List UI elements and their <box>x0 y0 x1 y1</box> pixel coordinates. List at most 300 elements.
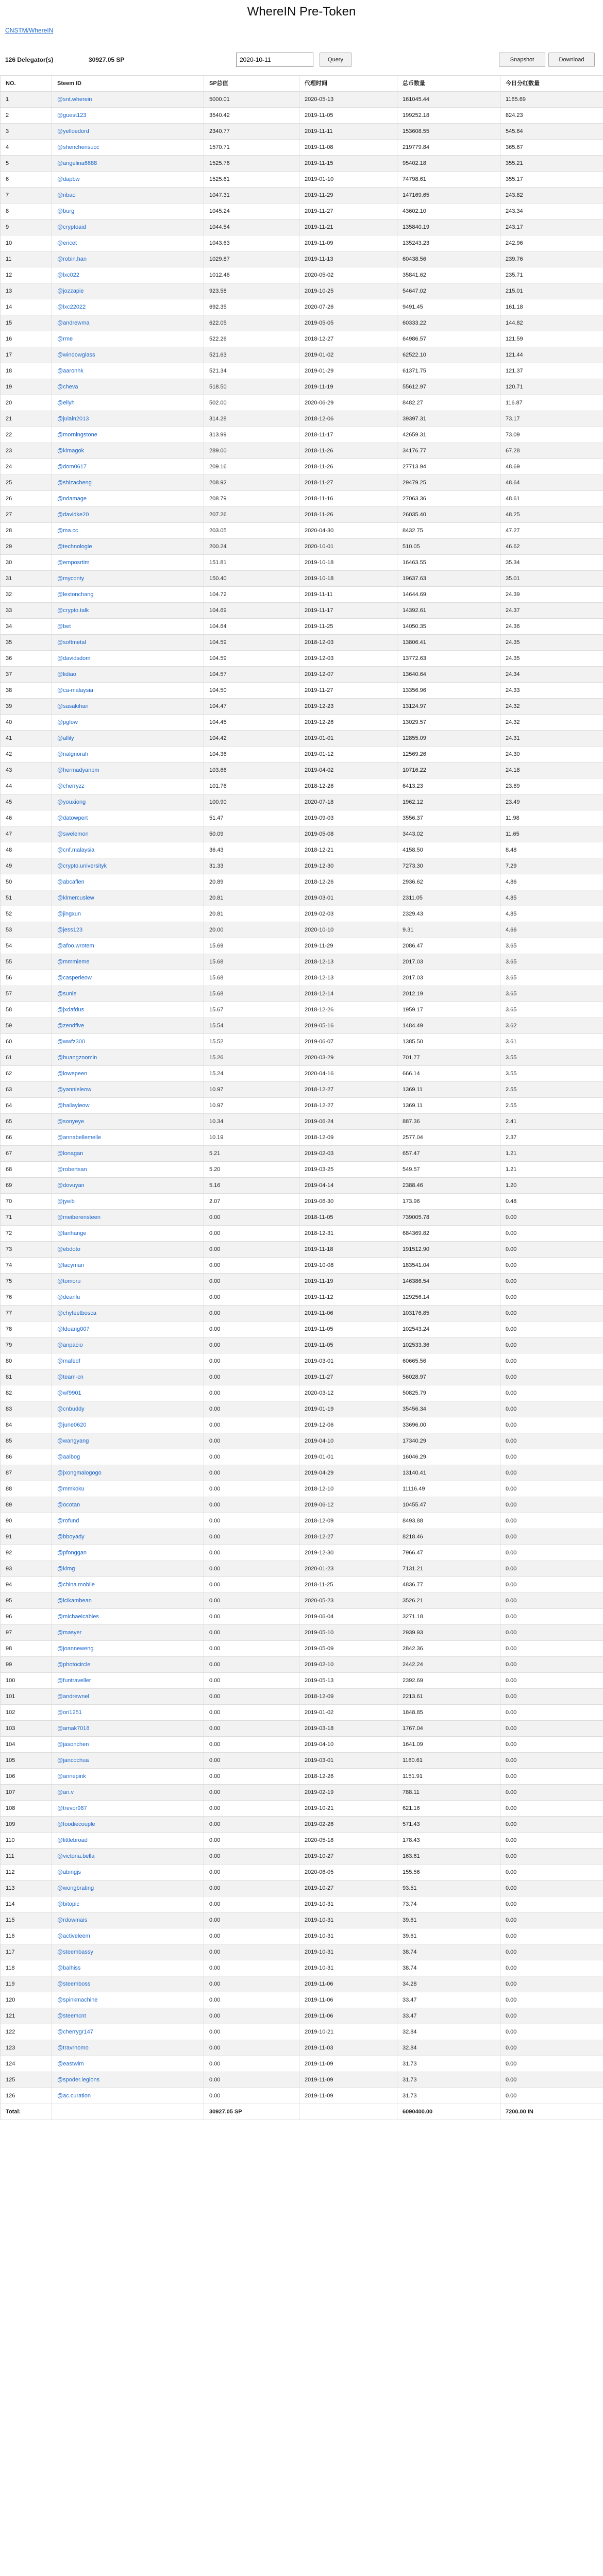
steem-id-link[interactable]: @eastwim <box>57 2061 84 2067</box>
cnstm-wherein-link[interactable]: CNSTM/WhereIN <box>5 27 54 34</box>
row-today-dividend: 215.01 <box>500 283 603 299</box>
row-total-coins: 10716.22 <box>397 762 500 778</box>
steem-id-link[interactable]: @trevor987 <box>57 1805 87 1811</box>
table-row <box>1 1066 603 1082</box>
row-steem-id <box>52 172 204 188</box>
table-row <box>1 1306 603 1321</box>
steem-id-link[interactable]: @lowepeen <box>57 1071 88 1077</box>
steem-id-link[interactable]: @ribao <box>57 192 76 198</box>
row-no: 26 <box>1 491 52 507</box>
row-no: 105 <box>1 1753 52 1769</box>
row-steem-id <box>52 699 204 715</box>
steem-id-link[interactable]: @bitopic <box>57 1901 79 1907</box>
steem-id-link[interactable]: @steemcnt <box>57 2013 86 2019</box>
row-steem-id <box>52 1401 204 1417</box>
row-no: 126 <box>1 2088 52 2104</box>
row-delegation-time: 2020-07-18 <box>299 794 397 810</box>
steem-id-link[interactable]: @crypto.talk <box>57 607 89 614</box>
row-steem-id <box>52 1114 204 1130</box>
steem-id-link[interactable]: @zendfive <box>57 1023 85 1029</box>
steem-id-link[interactable]: @ebdoto <box>57 1246 80 1252</box>
steem-id-link[interactable]: @joanneweng <box>57 1646 94 1652</box>
steem-id-link[interactable]: @masyer <box>57 1630 82 1636</box>
row-delegation-time: 2019-11-06 <box>299 1306 397 1321</box>
row-sp-total: 502.00 <box>204 395 299 411</box>
row-sp-total: 15.26 <box>204 1050 299 1066</box>
row-steem-id <box>52 938 204 954</box>
row-delegation-time: 2019-11-09 <box>299 235 397 251</box>
row-no: 41 <box>1 731 52 747</box>
steem-id-link[interactable]: @andrewma <box>57 320 90 326</box>
row-sp-total: 1045.24 <box>204 204 299 219</box>
steem-id-link[interactable]: @annabellemelle <box>57 1134 102 1141</box>
steem-id-link[interactable]: @casperleow <box>57 975 92 981</box>
row-sp-total: 200.24 <box>204 539 299 555</box>
table-row <box>1 1705 603 1721</box>
row-delegation-time: 2019-05-08 <box>299 826 397 842</box>
steem-id-link[interactable]: @huangzoomin <box>57 1055 97 1061</box>
row-today-dividend: 1.21 <box>500 1146 603 1162</box>
steem-id-link[interactable]: @mmkoku <box>57 1486 85 1492</box>
table-row <box>1 1593 603 1609</box>
steem-id-link[interactable]: @lacyman <box>57 1262 85 1268</box>
steem-id-link[interactable]: @rdowmais <box>57 1917 88 1923</box>
row-total-coins: 13806.41 <box>397 635 500 651</box>
steem-id-link[interactable]: @nalgnorah <box>57 751 89 757</box>
row-sp-total: 207.26 <box>204 507 299 523</box>
row-sp-total: 1570.71 <box>204 140 299 156</box>
steem-id-link[interactable]: @datowpert <box>57 815 88 821</box>
row-delegation-time: 2020-06-29 <box>299 395 397 411</box>
row-total-coins: 13640.64 <box>397 667 500 683</box>
steem-id-link[interactable]: @steembassy <box>57 1949 93 1955</box>
row-total-coins: 155.56 <box>397 1865 500 1880</box>
row-steem-id <box>52 507 204 523</box>
steem-id-link[interactable]: @foodiecouple <box>57 1821 95 1827</box>
steem-id-link[interactable]: @jxongmalogogo <box>57 1470 102 1476</box>
row-today-dividend: 0.00 <box>500 1833 603 1849</box>
steem-id-link[interactable]: @yelloedord <box>57 128 89 134</box>
row-steem-id <box>52 1002 204 1018</box>
steem-id-link[interactable]: @annepink <box>57 1773 86 1780</box>
row-delegation-time: 2019-11-27 <box>299 1369 397 1385</box>
steem-id-link[interactable]: @technologie <box>57 544 92 550</box>
row-total-coins: 56028.97 <box>397 1369 500 1385</box>
row-steem-id <box>52 1673 204 1689</box>
steem-id-link[interactable]: @youxiong <box>57 799 86 805</box>
row-today-dividend: 3.65 <box>500 986 603 1002</box>
row-no: 60 <box>1 1034 52 1050</box>
steem-id-link[interactable]: @jxdafdus <box>57 1007 85 1013</box>
steem-id-link[interactable]: @aaronhk <box>57 368 83 374</box>
steem-id-link[interactable]: @pglow <box>57 719 78 725</box>
row-no: 78 <box>1 1321 52 1337</box>
row-steem-id <box>52 1226 204 1242</box>
row-no: 72 <box>1 1226 52 1242</box>
row-no: 59 <box>1 1018 52 1034</box>
row-no: 14 <box>1 299 52 315</box>
steem-id-link[interactable]: @funtraveller <box>57 1677 91 1684</box>
steem-id-link[interactable]: @cherryzz <box>57 783 85 789</box>
table-row <box>1 1529 603 1545</box>
row-total-coins: 6413.23 <box>397 778 500 794</box>
row-total-coins: 93.51 <box>397 1880 500 1896</box>
steem-id-link[interactable]: @julain2013 <box>57 416 89 422</box>
steem-id-link[interactable]: @aalbog <box>57 1454 80 1460</box>
steem-id-link[interactable]: @lxc22022 <box>57 304 86 310</box>
row-sp-total: 521.63 <box>204 347 299 363</box>
row-sp-total: 1525.76 <box>204 156 299 172</box>
table-row <box>1 1865 603 1880</box>
query-button[interactable]: Query <box>320 53 351 67</box>
steem-id-link[interactable]: @activeleem <box>57 1933 90 1939</box>
steem-id-link[interactable]: @guest123 <box>57 112 87 118</box>
row-delegation-time: 2019-11-17 <box>299 603 397 619</box>
table-row <box>1 1641 603 1657</box>
table-row <box>1 555 603 571</box>
row-steem-id <box>52 315 204 331</box>
table-row <box>1 1210 603 1226</box>
steem-id-link[interactable]: @afoo.wrotem <box>57 943 94 949</box>
row-today-dividend: 35.34 <box>500 555 603 571</box>
steem-id-link[interactable]: @ndamage <box>57 496 87 502</box>
row-total-coins: 35456.34 <box>397 1401 500 1417</box>
steem-id-link[interactable]: @ma.cc <box>57 528 78 534</box>
row-today-dividend: 0.00 <box>500 1593 603 1609</box>
total-label: Total: <box>1 2104 52 2120</box>
row-no: 69 <box>1 1178 52 1194</box>
row-today-dividend: 1.21 <box>500 1162 603 1178</box>
steem-id-link[interactable]: @rofund <box>57 1518 79 1524</box>
row-today-dividend: 3.65 <box>500 938 603 954</box>
row-delegation-time: 2019-02-26 <box>299 1817 397 1833</box>
steem-id-link[interactable]: @snt.wherein <box>57 96 92 103</box>
row-steem-id <box>52 1321 204 1337</box>
steem-id-link[interactable]: @dovuyan <box>57 1182 85 1189</box>
table-row <box>1 778 603 794</box>
steem-id-link[interactable]: @abcaflen <box>57 879 85 885</box>
steem-id-link[interactable]: @june0620 <box>57 1422 87 1428</box>
table-row <box>1 1018 603 1034</box>
row-steem-id <box>52 1944 204 1960</box>
row-no: 50 <box>1 874 52 890</box>
steem-id-link[interactable]: @jasonchen <box>57 1741 89 1748</box>
steem-id-link[interactable]: @kimg <box>57 1566 75 1572</box>
row-today-dividend: 355.17 <box>500 172 603 188</box>
table-row <box>1 124 603 140</box>
steem-id-link[interactable]: @wongbrating <box>57 1885 94 1891</box>
row-steem-id <box>52 1162 204 1178</box>
row-no: 1 <box>1 92 52 108</box>
steem-id-link[interactable]: @davidsdom <box>57 655 91 662</box>
row-no: 43 <box>1 762 52 778</box>
row-no: 5 <box>1 156 52 172</box>
steem-id-link[interactable]: @amak7018 <box>57 1725 90 1732</box>
steem-id-link[interactable]: @spoder.legions <box>57 2077 100 2083</box>
steem-id-link[interactable]: @emposrtim <box>57 560 90 566</box>
row-sp-total: 1047.31 <box>204 188 299 204</box>
download-button[interactable]: Download <box>548 53 595 67</box>
row-steem-id <box>52 251 204 267</box>
row-total-coins: 16463.55 <box>397 555 500 571</box>
row-delegation-time: 2019-01-02 <box>299 347 397 363</box>
table-row <box>1 1609 603 1625</box>
row-delegation-time: 2019-06-07 <box>299 1034 397 1050</box>
steem-id-link[interactable]: @jingxun <box>57 911 81 917</box>
steem-id-link[interactable]: @mafedf <box>57 1358 80 1364</box>
row-no: 121 <box>1 2008 52 2024</box>
row-today-dividend: 73.17 <box>500 411 603 427</box>
row-steem-id <box>52 1082 204 1098</box>
steem-id-link[interactable]: @lonagan <box>57 1150 83 1157</box>
steem-id-link[interactable]: @cherrygr147 <box>57 2029 93 2035</box>
steem-id-link[interactable]: @mmmieme <box>57 959 90 965</box>
steem-id-link[interactable]: @hermadyanpm <box>57 767 99 773</box>
steem-id-link[interactable]: @ori1251 <box>57 1709 82 1716</box>
row-today-dividend: 3.62 <box>500 1018 603 1034</box>
table-row <box>1 1497 603 1513</box>
steem-id-link[interactable]: @swelemon <box>57 831 89 837</box>
steem-id-link[interactable]: @robin.han <box>57 256 87 262</box>
row-today-dividend: 11.98 <box>500 810 603 826</box>
row-sp-total: 0.00 <box>204 1625 299 1641</box>
row-delegation-time: 2019-01-02 <box>299 1705 397 1721</box>
row-sp-total: 3540.42 <box>204 108 299 124</box>
row-today-dividend: 0.00 <box>500 2040 603 2056</box>
steem-id-link[interactable]: @travrnomo <box>57 2045 89 2051</box>
table-row <box>1 1513 603 1529</box>
steem-id-link[interactable]: @ari.v <box>57 1789 74 1795</box>
steem-id-link[interactable]: @jess123 <box>57 927 83 933</box>
row-no: 46 <box>1 810 52 826</box>
steem-id-link[interactable]: @dom0617 <box>57 464 87 470</box>
row-today-dividend: 116.87 <box>500 395 603 411</box>
row-no: 17 <box>1 347 52 363</box>
steem-id-link[interactable]: @shenchensucc <box>57 144 99 150</box>
steem-id-link[interactable]: @jyeib <box>57 1198 75 1205</box>
row-total-coins: 219779.84 <box>397 140 500 156</box>
steem-id-link[interactable]: @lidiao <box>57 671 76 677</box>
steem-id-link[interactable]: @ac.curation <box>57 2093 91 2099</box>
steem-id-link[interactable]: @michaelcables <box>57 1614 99 1620</box>
row-today-dividend: 0.00 <box>500 1401 603 1417</box>
row-sp-total: 0.00 <box>204 1226 299 1242</box>
steem-id-link[interactable]: @lanhange <box>57 1230 87 1236</box>
row-delegation-time: 2020-05-18 <box>299 1833 397 1849</box>
row-steem-id <box>52 1721 204 1737</box>
row-delegation-time: 2019-11-27 <box>299 683 397 699</box>
row-no: 104 <box>1 1737 52 1753</box>
row-today-dividend: 0.00 <box>500 2088 603 2104</box>
row-total-coins: 3556.37 <box>397 810 500 826</box>
steem-id-link[interactable]: @sonyeye <box>57 1118 85 1125</box>
row-steem-id <box>52 299 204 315</box>
row-sp-total: 0.00 <box>204 1769 299 1785</box>
steem-id-link[interactable]: @dapbw <box>57 176 80 182</box>
steem-id-link[interactable]: @steemboss <box>57 1981 91 1987</box>
row-total-coins: 8218.46 <box>397 1529 500 1545</box>
row-delegation-time: 2020-04-16 <box>299 1066 397 1082</box>
steem-id-link[interactable]: @myconty <box>57 575 85 582</box>
steem-id-link[interactable]: @china.mobile <box>57 1582 95 1588</box>
row-delegation-time: 2020-04-30 <box>299 523 397 539</box>
row-steem-id <box>52 1050 204 1066</box>
row-today-dividend: 161.18 <box>500 299 603 315</box>
snapshot-button[interactable]: Snapshot <box>499 53 545 67</box>
table-row <box>1 251 603 267</box>
row-sp-total: 10.19 <box>204 1130 299 1146</box>
steem-id-link[interactable]: @yannieleow <box>57 1087 92 1093</box>
steem-id-link[interactable]: @robertsan <box>57 1166 87 1173</box>
steem-id-link[interactable]: @pfonggan <box>57 1550 87 1556</box>
table-row <box>1 2072 603 2088</box>
steem-id-link[interactable]: @victoria.bella <box>57 1853 95 1859</box>
row-delegation-time: 2019-10-31 <box>299 1912 397 1928</box>
row-delegation-time: 2019-02-03 <box>299 906 397 922</box>
steem-id-link[interactable]: @andrewnel <box>57 1693 89 1700</box>
steem-id-link[interactable]: @chyfeetbosca <box>57 1310 96 1316</box>
steem-id-link[interactable]: @deanlu <box>57 1294 80 1300</box>
steem-id-link[interactable]: @klmercuslew <box>57 895 94 901</box>
date-input[interactable] <box>236 53 313 67</box>
row-steem-id <box>52 235 204 251</box>
row-total-coins: 191512.90 <box>397 1242 500 1258</box>
row-steem-id <box>52 539 204 555</box>
row-today-dividend: 545.64 <box>500 124 603 140</box>
row-no: 8 <box>1 204 52 219</box>
steem-id-link[interactable]: @shizacheng <box>57 480 92 486</box>
row-today-dividend: 4.85 <box>500 906 603 922</box>
row-sp-total: 0.00 <box>204 1369 299 1385</box>
steem-id-link[interactable]: @lextonchang <box>57 591 94 598</box>
row-no: 28 <box>1 523 52 539</box>
steem-id-link[interactable]: @allily <box>57 735 74 741</box>
row-today-dividend: 3.65 <box>500 1002 603 1018</box>
row-steem-id <box>52 1992 204 2008</box>
steem-id-link[interactable]: @lduang007 <box>57 1326 90 1332</box>
steem-id-link[interactable]: @jancochua <box>57 1757 89 1764</box>
steem-id-link[interactable]: @spinkmachine <box>57 1997 98 2003</box>
row-delegation-time: 2020-10-10 <box>299 922 397 938</box>
row-delegation-time: 2019-11-18 <box>299 1242 397 1258</box>
row-today-dividend: 24.34 <box>500 667 603 683</box>
row-sp-total: 15.67 <box>204 1002 299 1018</box>
row-no: 80 <box>1 1353 52 1369</box>
steem-id-link[interactable]: @lcikambean <box>57 1598 92 1604</box>
row-total-coins: 4158.50 <box>397 842 500 858</box>
steem-id-link[interactable]: @wwfz300 <box>57 1039 85 1045</box>
steem-id-link[interactable]: @bet <box>57 623 71 630</box>
table-row <box>1 1561 603 1577</box>
row-delegation-time: 2018-12-09 <box>299 1689 397 1705</box>
row-today-dividend: 0.00 <box>500 2024 603 2040</box>
steem-id-link[interactable]: @morningstone <box>57 432 97 438</box>
steem-id-link[interactable]: @kimagok <box>57 448 85 454</box>
row-no: 29 <box>1 539 52 555</box>
row-sp-total: 0.00 <box>204 1465 299 1481</box>
table-row <box>1 1242 603 1258</box>
row-sp-total: 0.00 <box>204 1992 299 2008</box>
steem-id-link[interactable]: @cnbuddy <box>57 1406 85 1412</box>
steem-id-link[interactable]: @abingjs <box>57 1869 81 1875</box>
row-no: 10 <box>1 235 52 251</box>
steem-id-link[interactable]: @ocotan <box>57 1502 80 1508</box>
row-sp-total: 5000.01 <box>204 92 299 108</box>
row-total-coins: 32.84 <box>397 2024 500 2040</box>
steem-id-link[interactable]: @team-cn <box>57 1374 83 1380</box>
row-today-dividend: 24.32 <box>500 699 603 715</box>
row-today-dividend: 0.00 <box>500 1641 603 1657</box>
steem-id-link[interactable]: @bboyady <box>57 1534 85 1540</box>
steem-id-link[interactable]: @anpacio <box>57 1342 83 1348</box>
steem-id-link[interactable]: @ericet <box>57 240 77 246</box>
row-no: 77 <box>1 1306 52 1321</box>
row-no: 3 <box>1 124 52 140</box>
row-no: 90 <box>1 1513 52 1529</box>
row-no: 114 <box>1 1896 52 1912</box>
row-total-coins: 60333.22 <box>397 315 500 331</box>
row-no: 23 <box>1 443 52 459</box>
steem-id-link[interactable]: @wangyang <box>57 1438 89 1444</box>
steem-id-link[interactable]: @photocircle <box>57 1662 91 1668</box>
row-steem-id <box>52 1545 204 1561</box>
row-total-coins: 32.84 <box>397 2040 500 2056</box>
steem-id-link[interactable]: @sunie <box>57 991 77 997</box>
row-total-coins: 146386.54 <box>397 1274 500 1290</box>
row-steem-id <box>52 1513 204 1529</box>
steem-id-link[interactable]: @hailayleow <box>57 1103 90 1109</box>
steem-id-link[interactable]: @windowglass <box>57 352 95 358</box>
steem-id-link[interactable]: @angelina6688 <box>57 160 97 166</box>
steem-id-link[interactable]: @crypto.universityk <box>57 863 107 869</box>
steem-id-link[interactable]: @burg <box>57 208 75 214</box>
steem-id-link[interactable]: @rme <box>57 336 73 342</box>
row-total-coins: 9491.45 <box>397 299 500 315</box>
steem-id-link[interactable]: @softmetal <box>57 639 86 646</box>
steem-id-link[interactable]: @wf9901 <box>57 1390 81 1396</box>
steem-id-link[interactable]: @balhiss <box>57 1965 81 1971</box>
table-row <box>1 938 603 954</box>
row-total-coins: 739005.78 <box>397 1210 500 1226</box>
steem-id-link[interactable]: @ca-malaysia <box>57 687 93 693</box>
row-delegation-time: 2018-12-27 <box>299 1098 397 1114</box>
row-delegation-time: 2019-10-08 <box>299 1258 397 1274</box>
steem-id-link[interactable]: @jozzapie <box>57 288 84 294</box>
row-steem-id <box>52 1705 204 1721</box>
row-total-coins: 2311.05 <box>397 890 500 906</box>
row-sp-total: 31.33 <box>204 858 299 874</box>
steem-id-link[interactable]: @davidke20 <box>57 512 89 518</box>
row-sp-total: 0.00 <box>204 1705 299 1721</box>
steem-id-link[interactable]: @lxc022 <box>57 272 79 278</box>
row-total-coins: 1959.17 <box>397 1002 500 1018</box>
steem-id-link[interactable]: @cnf.malaysia <box>57 847 95 853</box>
steem-id-link[interactable]: @sasakihan <box>57 703 89 709</box>
row-total-coins: 1369.11 <box>397 1082 500 1098</box>
row-sp-total: 289.00 <box>204 443 299 459</box>
steem-id-link[interactable]: @cryptoaid <box>57 224 86 230</box>
row-no: 85 <box>1 1433 52 1449</box>
steem-id-link[interactable]: @meiberensteen <box>57 1214 100 1221</box>
row-no: 44 <box>1 778 52 794</box>
steem-id-link[interactable]: @ellyh <box>57 400 75 406</box>
row-today-dividend: 0.00 <box>500 1880 603 1896</box>
steem-id-link[interactable]: @tomoru <box>57 1278 81 1284</box>
row-total-coins: 38.74 <box>397 1944 500 1960</box>
row-delegation-time: 2019-10-31 <box>299 1928 397 1944</box>
steem-id-link[interactable]: @cheva <box>57 384 78 390</box>
steem-id-link[interactable]: @littlebroad <box>57 1837 88 1843</box>
